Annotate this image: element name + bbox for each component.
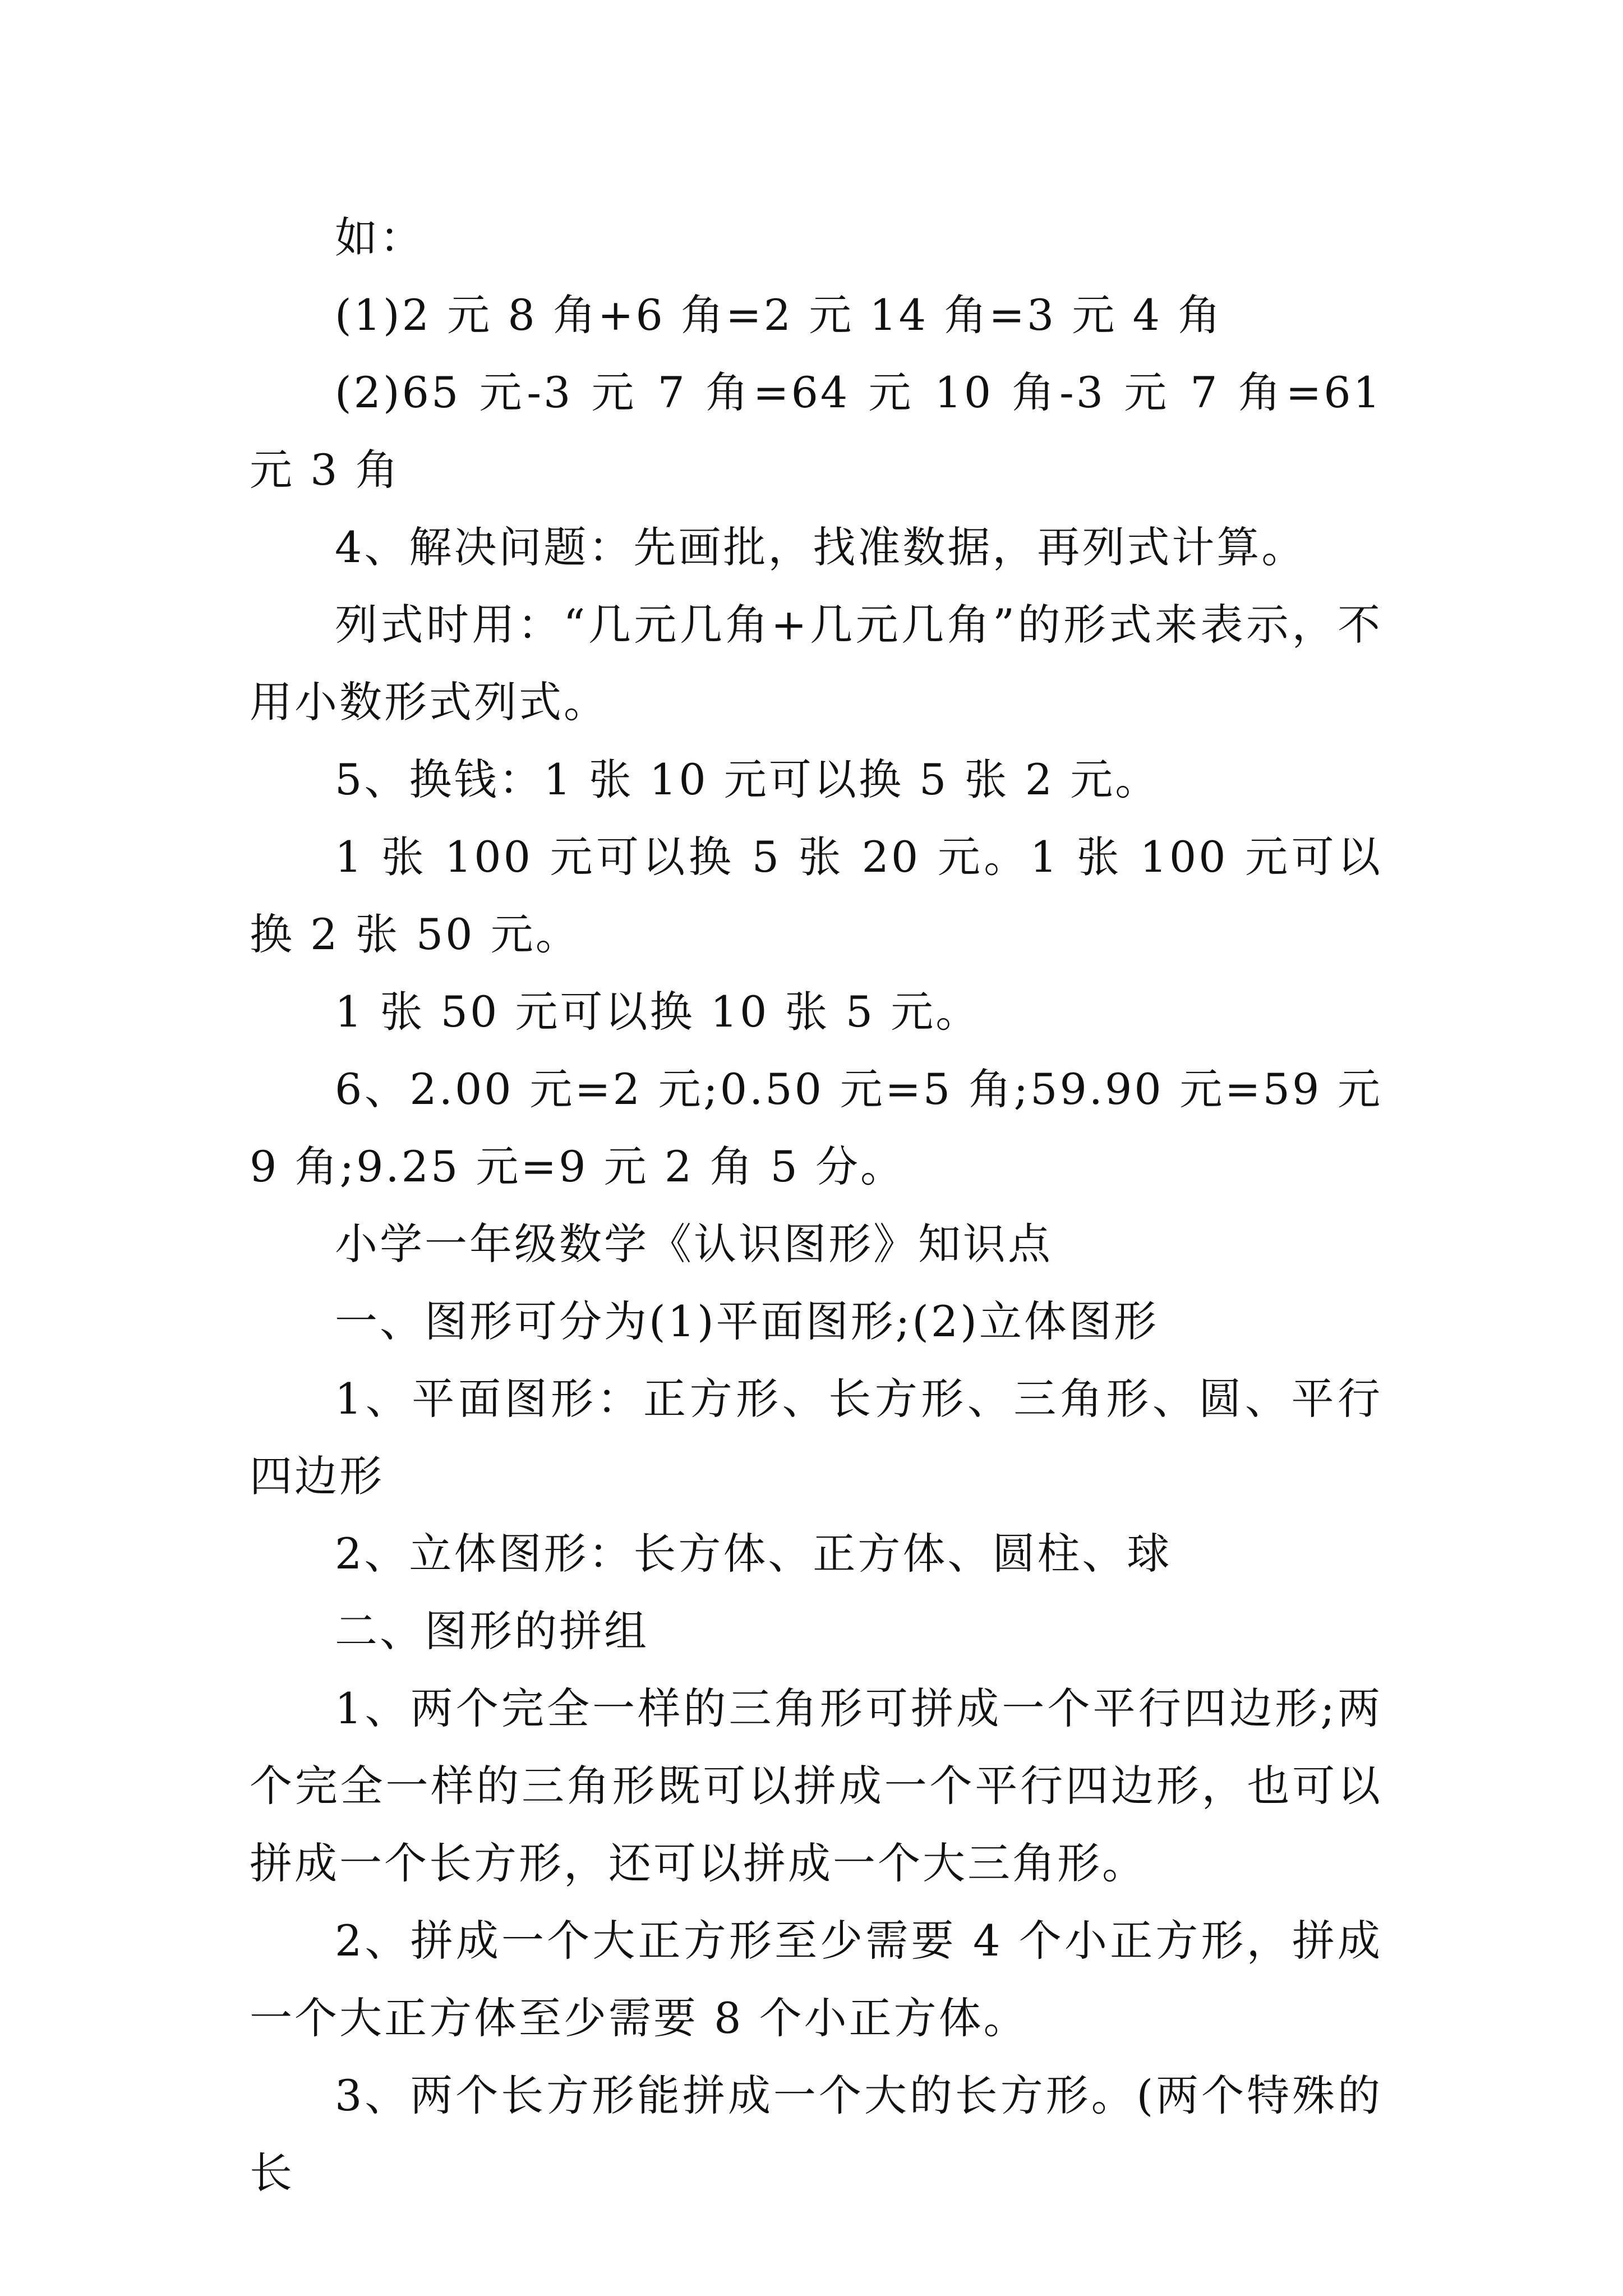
section-heading-shapes: 小学一年级数学《认识图形》知识点 (335, 1219, 1053, 1269)
paragraph-example-intro: 如： (335, 213, 425, 263)
paragraph-plane-shapes: 1、平面图形：正方形、长方形、三角形、圆、平行四边形 (250, 1374, 1382, 1501)
paragraph-square-combination: 2、拼成一个大正方形至少需要 4 个小正方形，拼成一个大正方体至少需要 8 个小正方体。 (250, 1916, 1382, 2043)
paragraph-decimal-conversion: 6、2.00 元=2 元;0.50 元=5 角;59.90 元=59 元 9 角;9.25 元=9 元 2 角 5 分。 (250, 1064, 1382, 1191)
paragraph-solid-shapes: 2、立体图形：长方体、正方体、圆柱、球 (335, 1529, 1172, 1579)
paragraph-exchange-2: 1 张 100 元可以换 5 张 20 元。1 张 100 元可以换 2 张 50 元。 (250, 832, 1382, 959)
paragraph-example-1: (1)2 元 8 角+6 角=2 元 14 角=3 元 4 角 (335, 290, 1223, 340)
paragraph-exchange-3: 1 张 50 元可以换 10 张 5 元。 (335, 987, 981, 1037)
paragraph-shape-combination-heading: 二、图形的拼组 (335, 1606, 649, 1656)
paragraph-formula-rule: 列式时用：“几元几角+几元几角”的形式来表示，不用小数形式列式。 (250, 600, 1382, 727)
paragraph-triangle-combination: 1、两个完全一样的三角形可拼成一个平行四边形;两个完全一样的三角形既可以拼成一个平行四边形，也可以拼成一个长方形，还可以拼成一个大三角形。 (250, 1683, 1382, 1888)
paragraph-example-2: (2)65 元-3 元 7 角=64 元 10 角-3 元 7 角=61 元 3 角 (250, 367, 1382, 495)
paragraph-rectangle-combination: 3、两个长方形能拼成一个大的长方形。(两个特殊的长 (250, 2070, 1382, 2198)
paragraph-problem-solving: 4、解决问题：先画批，找准数据，再列式计算。 (335, 522, 1307, 572)
document-body (250, 199, 1382, 2212)
paragraph-shape-categories: 一、图形可分为(1)平面图形;(2)立体图形 (335, 1296, 1159, 1346)
paragraph-exchange-1: 5、换钱：1 张 10 元可以换 5 张 2 元。 (335, 754, 1160, 804)
